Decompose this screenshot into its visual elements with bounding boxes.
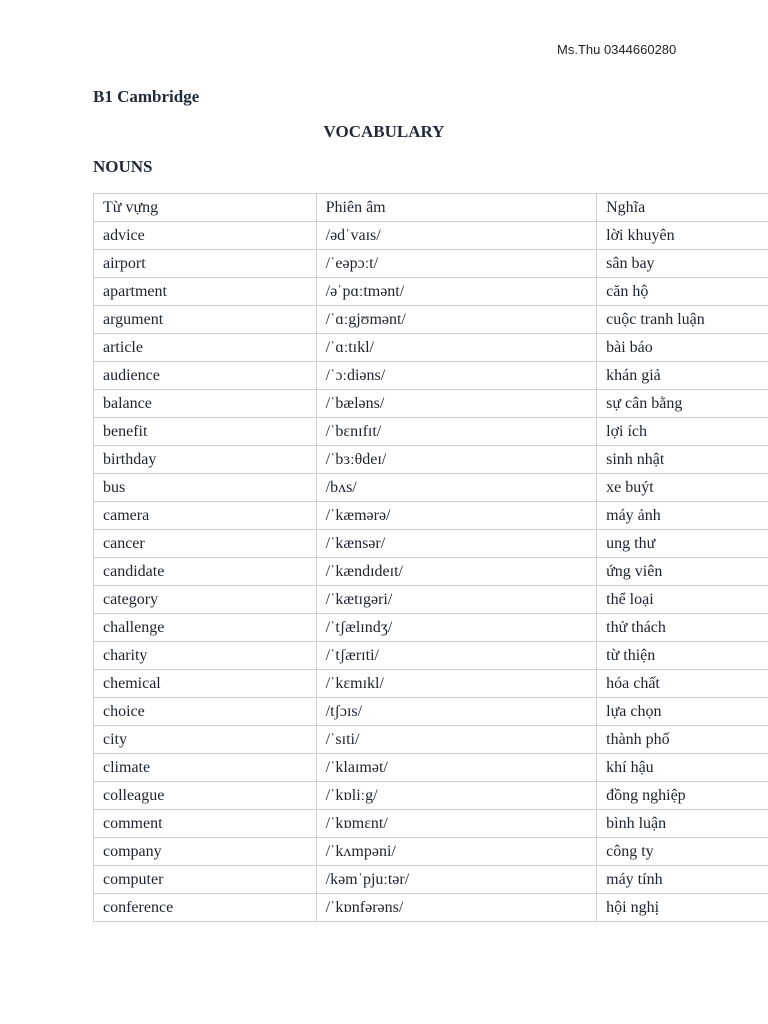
pronunciation-cell: /ˈkændɪdeɪt/ — [316, 558, 597, 586]
meaning-cell: máy ảnh — [597, 502, 768, 530]
word-cell: challenge — [94, 614, 317, 642]
meaning-cell: bình luận — [597, 810, 768, 838]
pronunciation-cell: /ˈkænsər/ — [316, 530, 597, 558]
pronunciation-cell: /ˈkætɪgəri/ — [316, 586, 597, 614]
table-row — [94, 558, 768, 586]
pronunciation-cell: /tʃɔɪs/ — [316, 698, 597, 726]
meaning-cell: thể loại — [597, 586, 768, 614]
word-cell: advice — [94, 222, 317, 250]
word-cell: computer — [94, 866, 317, 894]
meaning-cell: khí hậu — [597, 754, 768, 782]
pronunciation-cell: /ˈbɛnɪfɪt/ — [316, 418, 597, 446]
meaning-cell: đồng nghiệp — [597, 782, 768, 810]
table-row — [94, 362, 768, 390]
header-contact-note: Ms.Thu 0344660280 — [557, 42, 677, 57]
meaning-cell: khán giả — [597, 362, 768, 390]
meaning-cell: thử thách — [597, 614, 768, 642]
word-cell: company — [94, 838, 317, 866]
meaning-cell: xe buýt — [597, 474, 768, 502]
pronunciation-cell: /ˈɑːgjʊmənt/ — [316, 306, 597, 334]
meaning-cell: sự cân bằng — [597, 390, 768, 418]
table-row — [94, 418, 768, 446]
word-cell: airport — [94, 250, 317, 278]
meaning-cell: hóa chất — [597, 670, 768, 698]
pronunciation-cell: /ˈkɛmɪkl/ — [316, 670, 597, 698]
level-label: B1 Cambridge — [93, 87, 200, 106]
meaning-cell: lựa chọn — [597, 698, 768, 726]
table-row — [94, 726, 768, 754]
meaning-cell: thành phố — [597, 726, 768, 754]
section-heading: NOUNS — [93, 157, 153, 176]
word-cell: article — [94, 334, 317, 362]
pronunciation-cell: /ˈkɒliːg/ — [316, 782, 597, 810]
meaning-cell: sinh nhật — [597, 446, 768, 474]
meaning-cell: căn hộ — [597, 278, 768, 306]
word-cell: conference — [94, 894, 317, 922]
table-row — [94, 838, 768, 866]
word-cell: camera — [94, 502, 317, 530]
table-header-row — [94, 194, 768, 222]
pronunciation-cell: /ˈkɒmɛnt/ — [316, 810, 597, 838]
table-body — [94, 222, 768, 922]
pronunciation-cell: /ˈɑːtɪkl/ — [316, 334, 597, 362]
pronunciation-cell: /ˈsɪti/ — [316, 726, 597, 754]
meaning-cell: ung thư — [597, 530, 768, 558]
meaning-cell: máy tính — [597, 866, 768, 894]
table-row — [94, 474, 768, 502]
word-cell: benefit — [94, 418, 317, 446]
pronunciation-cell: /ˈklaɪmət/ — [316, 754, 597, 782]
table-row — [94, 698, 768, 726]
word-cell: apartment — [94, 278, 317, 306]
column-header-pronunciation: Phiên âm — [316, 194, 597, 222]
meaning-cell: hội nghị — [597, 894, 768, 922]
pronunciation-cell: /ədˈvaɪs/ — [316, 222, 597, 250]
table-row — [94, 642, 768, 670]
table-row — [94, 866, 768, 894]
column-header-meaning: Nghĩa — [597, 194, 768, 222]
table-row — [94, 334, 768, 362]
table-row — [94, 894, 768, 922]
word-cell: chemical — [94, 670, 317, 698]
table-row — [94, 530, 768, 558]
vocabulary-table — [93, 193, 768, 922]
meaning-cell: cuộc tranh luận — [597, 306, 768, 334]
pronunciation-cell: /ˈbæləns/ — [316, 390, 597, 418]
table-row — [94, 586, 768, 614]
table-row — [94, 306, 768, 334]
word-cell: city — [94, 726, 317, 754]
meaning-cell: từ thiện — [597, 642, 768, 670]
column-header-word: Từ vựng — [94, 194, 317, 222]
table-row — [94, 782, 768, 810]
table-row — [94, 278, 768, 306]
word-cell: candidate — [94, 558, 317, 586]
pronunciation-cell: /ˈkʌmpəni/ — [316, 838, 597, 866]
meaning-cell: bài báo — [597, 334, 768, 362]
word-cell: charity — [94, 642, 317, 670]
pronunciation-cell: /ˈbɜːθdeɪ/ — [316, 446, 597, 474]
word-cell: birthday — [94, 446, 317, 474]
word-cell: argument — [94, 306, 317, 334]
word-cell: balance — [94, 390, 317, 418]
word-cell: cancer — [94, 530, 317, 558]
pronunciation-cell: /ˈɔːdiəns/ — [316, 362, 597, 390]
meaning-cell: sân bay — [597, 250, 768, 278]
table-row — [94, 390, 768, 418]
pronunciation-cell: /ˈkɒnfərəns/ — [316, 894, 597, 922]
word-cell: choice — [94, 698, 317, 726]
table-row — [94, 502, 768, 530]
word-cell: colleague — [94, 782, 317, 810]
table-row — [94, 810, 768, 838]
pronunciation-cell: /ˈkæmərə/ — [316, 502, 597, 530]
table-row — [94, 222, 768, 250]
table-row — [94, 446, 768, 474]
meaning-cell: lợi ích — [597, 418, 768, 446]
pronunciation-cell: /ˈeəpɔːt/ — [316, 250, 597, 278]
page-title: VOCABULARY — [323, 122, 445, 141]
pronunciation-cell: /kəmˈpjuːtər/ — [316, 866, 597, 894]
pronunciation-cell: /ˈtʃælɪndʒ/ — [316, 614, 597, 642]
meaning-cell: công ty — [597, 838, 768, 866]
table-row — [94, 614, 768, 642]
meaning-cell: ứng viên — [597, 558, 768, 586]
table-row — [94, 250, 768, 278]
word-cell: audience — [94, 362, 317, 390]
word-cell: category — [94, 586, 317, 614]
meaning-cell: lời khuyên — [597, 222, 768, 250]
word-cell: comment — [94, 810, 317, 838]
pronunciation-cell: /ˈtʃærɪti/ — [316, 642, 597, 670]
pronunciation-cell: /əˈpɑːtmənt/ — [316, 278, 597, 306]
word-cell: bus — [94, 474, 317, 502]
word-cell: climate — [94, 754, 317, 782]
pronunciation-cell: /bʌs/ — [316, 474, 597, 502]
table-row — [94, 754, 768, 782]
table-row — [94, 670, 768, 698]
